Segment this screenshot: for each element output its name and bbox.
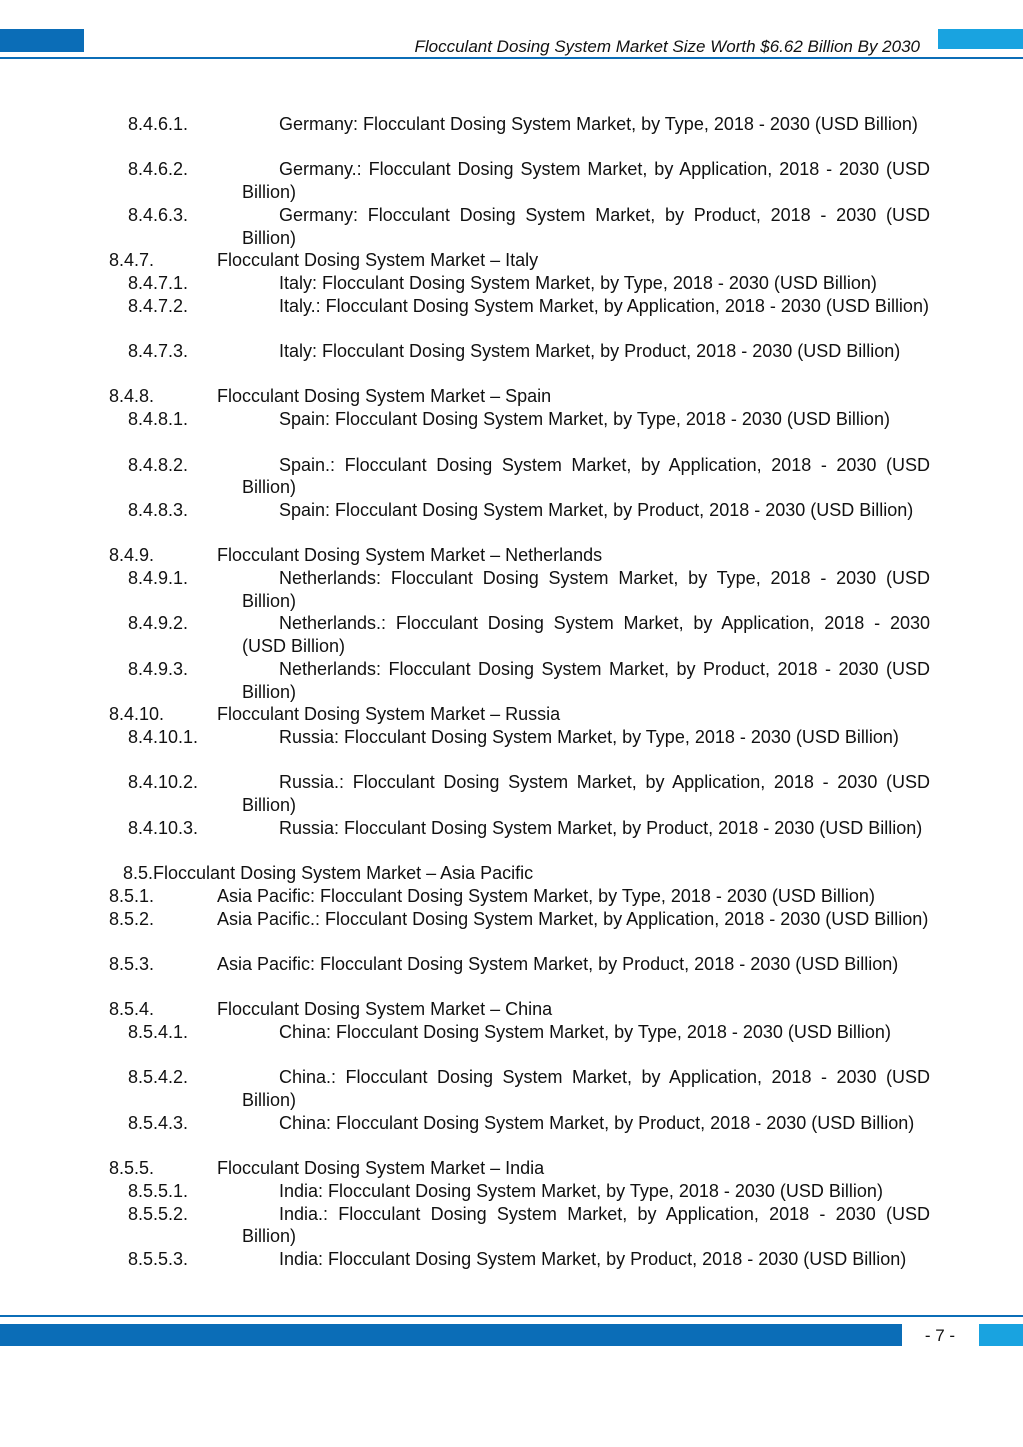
toc-entry-text: Flocculant Dosing System Market – Spain: [217, 386, 552, 407]
toc-entry: [128, 454, 930, 499]
toc-entry: [128, 158, 930, 203]
toc-entry-number: 8.4.9.3.: [128, 658, 189, 679]
toc-entry-number: 8.5.1.: [109, 885, 155, 906]
toc-entry-number: 8.4.9.2.: [128, 613, 189, 634]
toc-entry: [128, 113, 930, 136]
toc-entry-text: Netherlands.: Flocculant Dosing System Market, by Application, 2018 - 2030 (USD Billion): [242, 613, 930, 657]
toc-entry: [128, 612, 930, 657]
toc-entry-text: Italy: Flocculant Dosing System Market, by Type, 2018 - 2030 (USD Billion): [279, 272, 877, 293]
toc-entry: [128, 295, 930, 318]
toc-entry: [109, 998, 930, 1021]
footer-accent-block: [979, 1324, 1023, 1346]
header-title: Flocculant Dosing System Market Size Worth $6.62 Billion By 2030: [414, 37, 920, 56]
toc-entry: [109, 953, 930, 976]
toc-entry: [128, 408, 930, 431]
toc-entry-text: Spain.: Flocculant Dosing System Market, by Application, 2018 - 2030 (USD Billion): [242, 454, 930, 498]
toc-entry-text: Netherlands: Flocculant Dosing System Market, by Type, 2018 - 2030 (USD Billion): [242, 568, 930, 611]
toc-entry-number: 8.4.10.1.: [128, 726, 199, 747]
toc-entry: [128, 726, 930, 749]
toc-entry: [109, 544, 930, 567]
toc-entry-number: 8.4.8.2.: [128, 454, 189, 475]
toc-entry: [109, 249, 930, 272]
footer-accent-bar: [0, 1324, 902, 1346]
toc-entry-number: 8.5.: [123, 863, 154, 884]
toc-entry-text: Asia Pacific: Flocculant Dosing System Market, by Type, 2018 - 2030 (USD Billion): [217, 885, 875, 906]
toc-entry: [128, 658, 930, 703]
toc-entry-number: 8.4.7.3.: [128, 341, 189, 361]
toc-entry-number: 8.4.7.1.: [128, 272, 189, 293]
toc-entry: [109, 908, 930, 931]
toc-entry-number: 8.4.10.: [109, 704, 165, 725]
toc-entry-number: 8.5.4.2.: [128, 1067, 189, 1088]
toc-entry-number: 8.4.6.2.: [128, 159, 189, 180]
toc-entry: [109, 703, 930, 726]
toc-entry: [123, 862, 930, 885]
toc-entry-text: China.: Flocculant Dosing System Market, by Application, 2018 - 2030 (USD Billion): [242, 1067, 930, 1111]
toc-entry-text: Spain: Flocculant Dosing System Market, by Type, 2018 - 2030 (USD Billion): [279, 409, 890, 430]
toc-entry-text: Flocculant Dosing System Market – India: [217, 1158, 545, 1179]
toc-entry-number: 8.5.2.: [109, 908, 155, 929]
toc-entry-number: 8.5.5.2.: [128, 1203, 189, 1224]
toc-entry-text: China: Flocculant Dosing System Market, by Product, 2018 - 2030 (USD Billion): [279, 1112, 915, 1133]
toc-entry: [109, 885, 930, 908]
toc-entry-number: 8.4.6.3.: [128, 204, 189, 225]
toc-entry-number: 8.4.9.: [109, 545, 155, 566]
toc-entry-number: 8.5.4.: [109, 999, 155, 1020]
toc-entry-number: 8.4.8.1.: [128, 409, 189, 430]
toc-entry: [128, 1066, 930, 1111]
toc-entry: [128, 499, 930, 522]
toc-entry-number: 8.5.3.: [109, 953, 155, 974]
header-accent-bar-left: [0, 29, 84, 52]
toc-entry-text: India: Flocculant Dosing System Market, by Product, 2018 - 2030 (USD Billion): [279, 1249, 907, 1269]
toc-entry: [128, 567, 930, 612]
toc-entry-number: 8.4.8.: [109, 386, 155, 407]
toc-entry: [128, 204, 930, 249]
toc-entry: [128, 1112, 930, 1135]
toc-entry: [128, 272, 930, 295]
toc-entry-text: Flocculant Dosing System Market – Asia Pacific: [153, 863, 534, 884]
toc-entry-number: 8.5.5.1.: [128, 1180, 189, 1201]
header-accent-bar-right: [938, 29, 1023, 49]
toc-entry-number: 8.5.4.3.: [128, 1112, 189, 1133]
toc-entry: [128, 817, 930, 840]
toc-entry-number: 8.4.7.2.: [128, 295, 189, 316]
toc-entry-text: Germany.: Flocculant Dosing System Market, by Application, 2018 - 2030 (USD Billion): [242, 159, 930, 203]
toc-entry-text: Italy: Flocculant Dosing System Market, by Product, 2018 - 2030 (USD Billion): [279, 341, 901, 361]
toc-entry: [128, 771, 930, 816]
toc-entry-text: Flocculant Dosing System Market – Netherlands: [217, 545, 603, 566]
toc-entry-text: Russia: Flocculant Dosing System Market, by Type, 2018 - 2030 (USD Billion): [279, 726, 899, 747]
toc-entry-text: India: Flocculant Dosing System Market, by Type, 2018 - 2030 (USD Billion): [279, 1180, 883, 1201]
toc-entry-text: China: Flocculant Dosing System Market, by Type, 2018 - 2030 (USD Billion): [279, 1022, 891, 1042]
toc-entry-text: Netherlands: Flocculant Dosing System Market, by Product, 2018 - 2030 (USD Billion): [242, 658, 930, 702]
toc-entry-number: 8.4.8.3.: [128, 499, 189, 520]
toc-entry-text: Asia Pacific: Flocculant Dosing System Market, by Product, 2018 - 2030 (USD Billion): [217, 953, 899, 974]
toc-entry-text: Spain: Flocculant Dosing System Market, by Product, 2018 - 2030 (USD Billion): [279, 499, 914, 520]
toc-entry: [109, 385, 930, 408]
toc-entry-number: 8.5.4.1.: [128, 1022, 189, 1042]
toc-entry-number: 8.4.7.: [109, 250, 155, 271]
toc-entry-text: Russia: Flocculant Dosing System Market, by Product, 2018 - 2030 (USD Billion): [279, 817, 923, 838]
toc-entry-number: 8.5.5.3.: [128, 1249, 189, 1269]
toc-entry: [128, 1180, 930, 1203]
toc-entry-text: Germany: Flocculant Dosing System Market, by Type, 2018 - 2030 (USD Billion): [279, 114, 918, 134]
header-rule: [0, 57, 1023, 59]
toc-entry: [128, 1203, 930, 1248]
toc-entry-text: Russia.: Flocculant Dosing System Market, by Application, 2018 - 2030 (USD Billion): [242, 772, 930, 815]
toc-entry-number: 8.5.5.: [109, 1158, 155, 1179]
page-number: - 7 -: [924, 1326, 956, 1345]
toc-entry-number: 8.4.6.1.: [128, 114, 189, 134]
toc-entry-text: Flocculant Dosing System Market – China: [217, 999, 553, 1020]
toc-entry-number: 8.4.10.3.: [128, 817, 199, 838]
toc-entry-text: Italy.: Flocculant Dosing System Market, by Application, 2018 - 2030 (USD Billion): [279, 295, 929, 316]
toc-entry: [128, 1248, 930, 1271]
toc-entry-text: Flocculant Dosing System Market – Russia: [217, 704, 561, 725]
toc-entry-text: Germany: Flocculant Dosing System Market, by Product, 2018 - 2030 (USD Billion): [242, 204, 930, 248]
toc-entry: [128, 340, 930, 363]
toc-entry: [128, 1021, 930, 1044]
toc-entry-text: India.: Flocculant Dosing System Market, by Application, 2018 - 2030 (USD Billion): [242, 1203, 930, 1247]
toc-entry-number: 8.4.9.1.: [128, 568, 189, 588]
toc-entry-number: 8.4.10.2.: [128, 772, 199, 793]
toc-entry-text: Asia Pacific.: Flocculant Dosing System Market, by Application, 2018 - 2030 (USD Billion): [217, 908, 929, 929]
footer-rule: [0, 1315, 1023, 1317]
toc-entry-text: Flocculant Dosing System Market – Italy: [217, 250, 539, 271]
toc-entry: [109, 1157, 930, 1180]
